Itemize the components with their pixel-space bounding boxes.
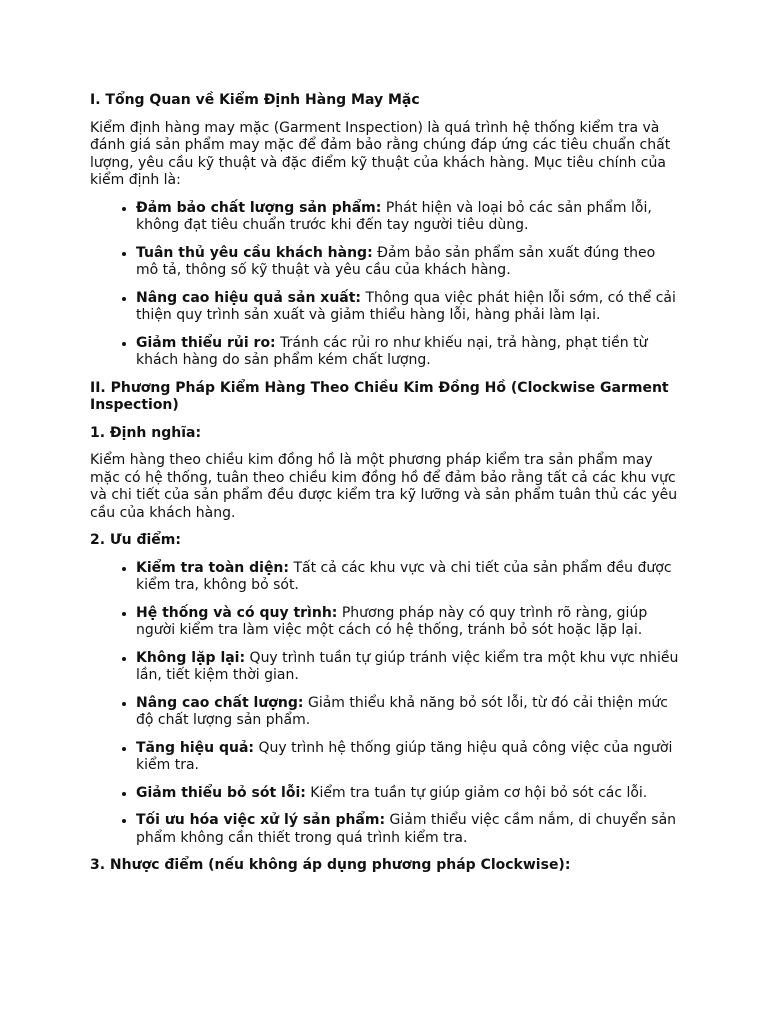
item-label: Tăng hiệu quả: — [136, 739, 254, 756]
item-text: Kiểm tra tuần tự giúp giảm cơ hội bỏ sót các lỗi. — [305, 784, 648, 801]
item-label: Tuân thủ yêu cầu khách hàng: — [136, 244, 373, 261]
item-text: Phương pháp này có quy trình rõ ràng, giúp người kiểm tra làm việc một cách có hệ thống, tránh bỏ sót hoặc lặp lại. — [136, 604, 648, 638]
item-label: Kiểm tra toàn diện: — [136, 559, 290, 576]
goals-list — [90, 200, 680, 370]
item-label: Tối ưu hóa việc xử lý sản phẩm: — [136, 812, 386, 828]
item-label: Giảm thiểu rủi ro: — [136, 334, 276, 351]
list-item — [136, 560, 680, 595]
list-item — [136, 335, 680, 370]
document-body — [90, 92, 680, 875]
item-text: Quy trình tuần tự giúp tránh việc kiểm tra một khu vực nhiều lần, tiết kiệm thời gian. — [136, 649, 679, 683]
disadvantages-heading: 3. Nhược điểm (nếu không áp dụng phương pháp Clockwise): — [90, 857, 571, 873]
item-text: Giảm thiểu việc cầm nắm, di chuyển sản phẩm không cần thiết trong quá trình kiểm tra. — [136, 812, 677, 846]
item-label: Giảm thiểu bỏ sót lỗi: — [136, 784, 306, 801]
item-label: Đảm bảo chất lượng sản phẩm: — [136, 199, 382, 216]
list-item — [136, 740, 680, 775]
item-text: Quy trình hệ thống giúp tăng hiệu quả công việc của người kiểm tra. — [136, 739, 673, 773]
item-text: Thông qua việc phát hiện lỗi sớm, có thể cải thiện quy trình sản xuất và giảm thiểu hàng lỗi, hàng phải làm lại. — [136, 289, 676, 323]
item-label: Nâng cao hiệu quả sản xuất: — [136, 289, 362, 306]
list-item — [136, 605, 680, 640]
list-item — [136, 290, 680, 325]
section-1-heading: I. Tổng Quan về Kiểm Định Hàng May Mặc — [90, 92, 420, 108]
list-item — [136, 812, 680, 847]
item-label: Hệ thống và có quy trình: — [136, 604, 338, 621]
section-2-heading: II. Phương Pháp Kiểm Hàng Theo Chiều Kim Đồng Hồ (Clockwise Garment Inspection) — [90, 379, 669, 413]
definition-text: Kiểm hàng theo chiều kim đồng hồ là một phương pháp kiểm tra sản phẩm may mặc có hệ thống, tuân theo chiều kim đồng hồ để đảm bảo rằng tất cả các khu vực và chi tiết của sản phẩm đều được kiểm tra kỹ lưỡng và sản phẩm tuân thủ các yêu cầu của khách hàng. — [90, 452, 678, 521]
item-label: Không lặp lại: — [136, 649, 246, 666]
item-text: Phát hiện và loại bỏ các sản phẩm lỗi, không đạt tiêu chuẩn trước khi đến tay người tiêu dùng. — [136, 199, 652, 233]
advantages-list — [90, 560, 680, 848]
list-item — [136, 245, 680, 280]
list-item — [136, 200, 680, 235]
section-1-intro: Kiểm định hàng may mặc (Garment Inspection) là quá trình hệ thống kiểm tra và đánh giá sản phẩm may mặc để đảm bảo rằng chúng đáp ứng các tiêu chuẩn chất lượng, yêu cầu kỹ thuật và đặc điểm kỹ thuật của khách hàng. Mục tiêu chính của kiểm định là: — [90, 119, 671, 188]
item-label: Nâng cao chất lượng: — [136, 694, 304, 711]
item-text: Tránh các rủi ro như khiếu nại, trả hàng, phạt tiền từ khách hàng do sản phẩm kém chất lượng. — [136, 334, 648, 368]
list-item — [136, 695, 680, 730]
definition-heading: 1. Định nghĩa: — [90, 424, 202, 441]
advantages-heading: 2. Ưu điểm: — [90, 532, 181, 548]
item-text: Giảm thiểu khả năng bỏ sót lỗi, từ đó cải thiện mức độ chất lượng sản phẩm. — [136, 694, 668, 728]
item-text: Tất cả các khu vực và chi tiết của sản phẩm đều được kiểm tra, không bỏ sót. — [136, 559, 672, 593]
list-item — [136, 650, 680, 685]
list-item — [136, 785, 680, 803]
item-text: Đảm bảo sản phẩm sản xuất đúng theo mô tả, thông số kỹ thuật và yêu cầu của khách hàng. — [136, 244, 656, 278]
